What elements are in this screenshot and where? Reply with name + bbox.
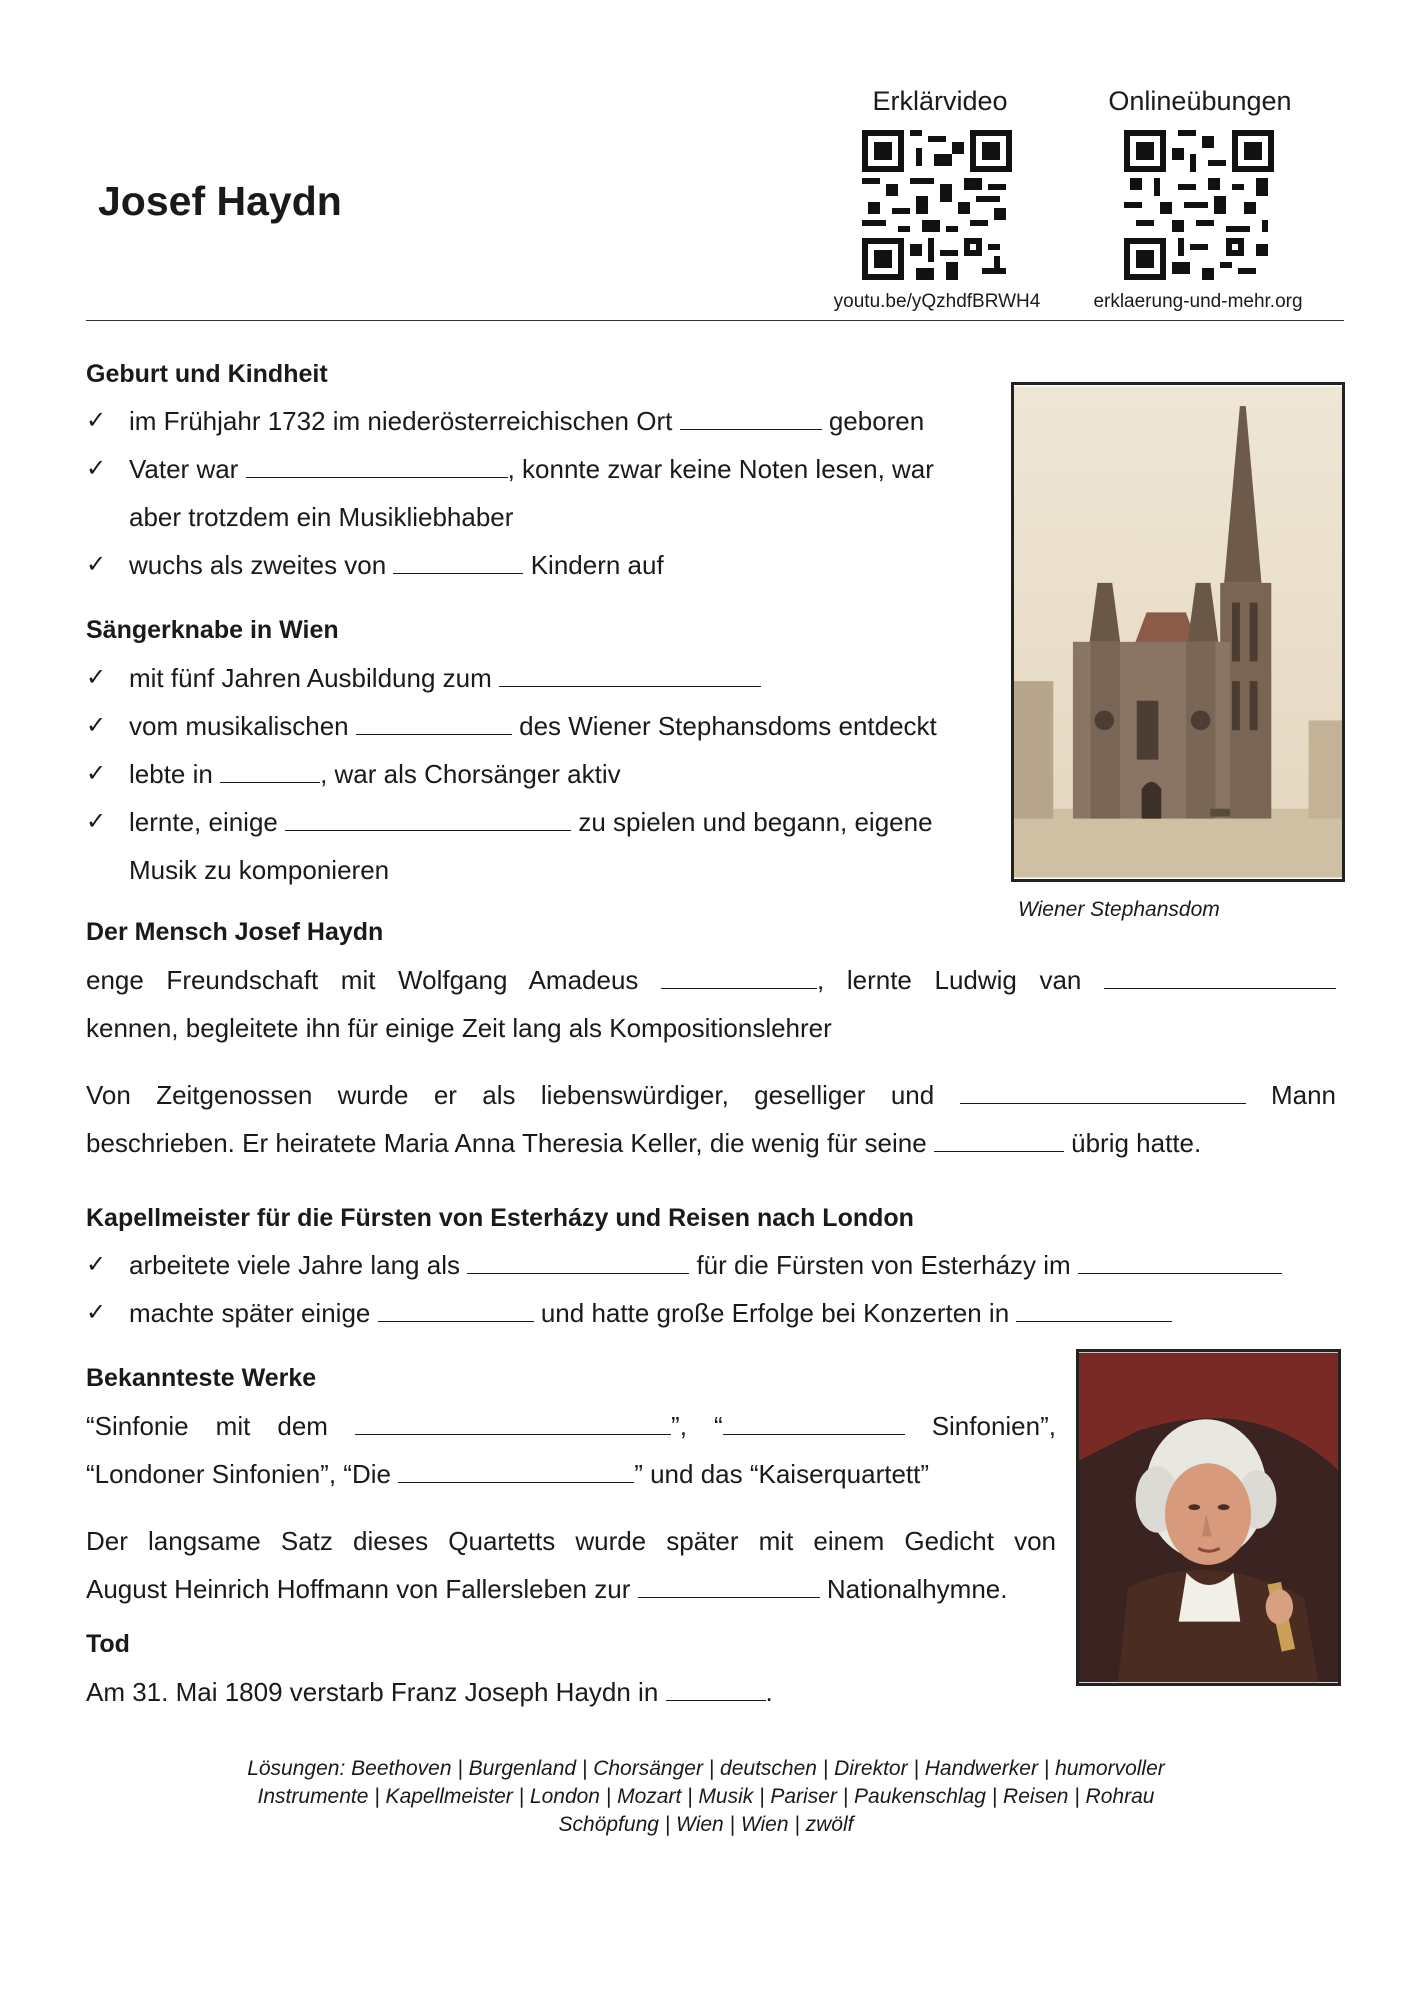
qr-right-url[interactable]: erklaerung-und-mehr.org — [1093, 291, 1303, 312]
check-icon: ✓ — [86, 455, 107, 482]
paragraph-werke: “Sinfonie mit dem ”, “ Sinfonien”, — [86, 1411, 1056, 1441]
check-icon: ✓ — [86, 808, 107, 835]
blank-field[interactable] — [393, 551, 523, 574]
list-item: machte später einige und hatte große Erfolge bei Konzerten in — [129, 1289, 1172, 1337]
list-item: im Frühjahr 1732 im niederösterreichischen Ort geboren — [129, 406, 925, 436]
qr-right-label: Onlineübungen — [1108, 86, 1292, 116]
check-icon: ✓ — [86, 407, 107, 434]
image-caption: Wiener Stephansdom — [1018, 898, 1220, 921]
blank-field[interactable] — [378, 1299, 534, 1322]
paragraph-freundschaft: enge Freundschaft mit Wolfgang Amadeus , lernte Ludwig van — [86, 956, 1336, 1004]
heading-mensch: Der Mensch Josef Haydn — [86, 918, 384, 946]
check-icon: ✓ — [86, 1299, 107, 1326]
heading-geburt: Geburt und Kindheit — [86, 360, 328, 388]
heading-tod: Tod — [86, 1630, 130, 1658]
list-item: arbeitete viele Jahre lang als für die Fürsten von Esterházy im — [129, 1241, 1282, 1289]
page-title: Josef Haydn — [98, 178, 342, 224]
list-item: lebte in , war als Chorsänger aktiv — [129, 759, 621, 789]
blank-field[interactable] — [356, 712, 512, 735]
paragraph-freundschaft-cont: kennen, begleitete ihn für einige Zeit lang als Kompositionslehrer — [86, 1013, 832, 1043]
header-divider — [86, 320, 1344, 321]
qr-code-exercises[interactable] — [1124, 130, 1274, 280]
blank-field[interactable] — [499, 664, 761, 687]
check-icon: ✓ — [86, 712, 107, 739]
heading-kapellmeister: Kapellmeister für die Fürsten von Esterházy und Reisen nach London — [86, 1204, 914, 1232]
blank-field[interactable] — [723, 1412, 905, 1435]
list-item: wuchs als zweites von Kindern auf — [129, 550, 664, 580]
solutions-line: Lösungen: Beethoven | Burgenland | Chorsänger | deutschen | Direktor | Handwerker | humorvoller — [247, 1757, 1165, 1780]
blank-field[interactable] — [661, 966, 817, 989]
blank-field[interactable] — [467, 1251, 689, 1274]
solutions-line: Instrumente | Kapellmeister | London | Mozart | Musik | Pariser | Paukenschlag | Reisen | Rohrau — [257, 1785, 1155, 1808]
qr-left-label: Erklärvideo — [872, 86, 1008, 116]
list-item-continued: Musik zu komponieren — [129, 855, 390, 885]
check-icon: ✓ — [86, 664, 107, 691]
paragraph-zeitgenossen-cont: beschrieben. Er heiratete Maria Anna Theresia Keller, die wenig für seine übrig hatte. — [86, 1128, 1202, 1158]
blank-field[interactable] — [1078, 1251, 1282, 1274]
blank-field[interactable] — [246, 455, 508, 478]
blank-field[interactable] — [355, 1412, 671, 1435]
heading-saengerknabe: Sängerknabe in Wien — [86, 616, 339, 644]
qr-left-url[interactable]: youtu.be/yQzhdfBRWH4 — [833, 291, 1041, 312]
qr-code-video[interactable] — [862, 130, 1012, 280]
check-icon: ✓ — [86, 760, 107, 787]
list-item: vom musikalischen des Wiener Stephansdoms entdeckt — [129, 711, 937, 741]
stephansdom-image — [1011, 382, 1345, 882]
blank-field[interactable] — [285, 808, 571, 831]
check-icon: ✓ — [86, 551, 107, 578]
list-item: lernte, einige zu spielen und begann, eigene — [129, 807, 933, 837]
blank-field[interactable] — [220, 760, 320, 783]
haydn-portrait-image — [1076, 1349, 1341, 1686]
blank-field[interactable] — [960, 1081, 1246, 1104]
heading-werke: Bekannteste Werke — [86, 1364, 317, 1392]
blank-field[interactable] — [666, 1678, 766, 1701]
paragraph-quartett: Der langsame Satz dieses Quartetts wurde später mit einem Gedicht von — [86, 1526, 1056, 1556]
blank-field[interactable] — [1104, 966, 1336, 989]
paragraph-zeitgenossen: Von Zeitgenossen wurde er als liebenswürdiger, geselliger und Mann — [86, 1080, 1336, 1110]
blank-field[interactable] — [1016, 1299, 1172, 1322]
list-item: Vater war , konnte zwar keine Noten lesen, war — [129, 454, 934, 484]
paragraph-werke-cont: “Londoner Sinfonien”, “Die ” und das “Kaiserquartett” — [86, 1459, 930, 1489]
list-item: mit fünf Jahren Ausbildung zum — [129, 654, 761, 702]
solutions-line: Schöpfung | Wien | Wien | zwölf — [558, 1813, 854, 1836]
blank-field[interactable] — [398, 1460, 634, 1483]
solutions-box — [120, 1755, 1292, 1839]
blank-field[interactable] — [638, 1575, 820, 1598]
blank-field[interactable] — [934, 1129, 1064, 1152]
paragraph-quartett-cont: August Heinrich Hoffmann von Fallersleben zur Nationalhymne. — [86, 1574, 1008, 1604]
list-item-continued: aber trotzdem ein Musikliebhaber — [129, 502, 514, 532]
paragraph-tod: Am 31. Mai 1809 verstarb Franz Joseph Haydn in . — [86, 1677, 773, 1707]
blank-field[interactable] — [680, 407, 822, 430]
check-icon: ✓ — [86, 1251, 107, 1278]
